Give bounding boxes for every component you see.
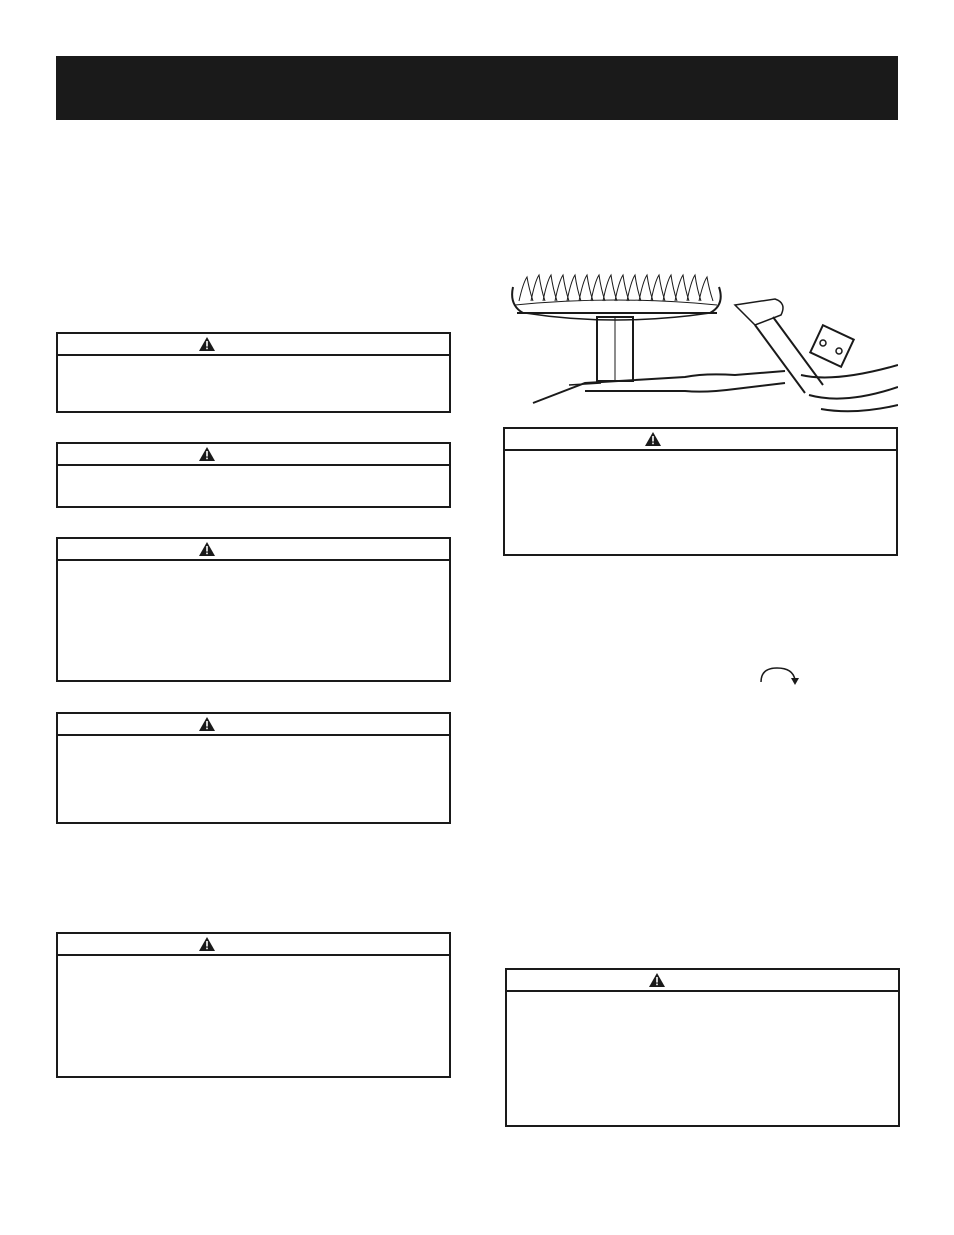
warning-box-left-2 (56, 442, 451, 508)
burner-flame-illustration (505, 265, 898, 415)
warning-body (58, 356, 449, 368)
warning-header (58, 714, 449, 736)
warning-body (505, 451, 896, 463)
warning-box-left-4 (56, 712, 451, 824)
warning-triangle-icon (199, 542, 215, 556)
clockwise-arrow-icon (755, 664, 805, 688)
warning-body (58, 561, 449, 573)
warning-box-right-1 (503, 427, 898, 556)
warning-body (58, 466, 449, 478)
warning-triangle-icon (199, 717, 215, 731)
warning-box-left-3 (56, 537, 451, 682)
warning-header (505, 429, 896, 451)
warning-triangle-icon (649, 973, 665, 987)
warning-triangle-icon (199, 937, 215, 951)
warning-header (507, 970, 898, 992)
warning-triangle-icon (199, 447, 215, 461)
warning-body (58, 736, 449, 748)
page-header-bar (56, 56, 898, 120)
warning-box-left-1 (56, 332, 451, 413)
warning-box-right-2 (505, 968, 900, 1127)
warning-body (507, 992, 898, 1004)
warning-box-left-5 (56, 932, 451, 1078)
warning-header (58, 444, 449, 466)
warning-body (58, 956, 449, 968)
warning-header (58, 539, 449, 561)
warning-header (58, 934, 449, 956)
warning-triangle-icon (199, 337, 215, 351)
warning-triangle-icon (645, 432, 661, 446)
warning-header (58, 334, 449, 356)
